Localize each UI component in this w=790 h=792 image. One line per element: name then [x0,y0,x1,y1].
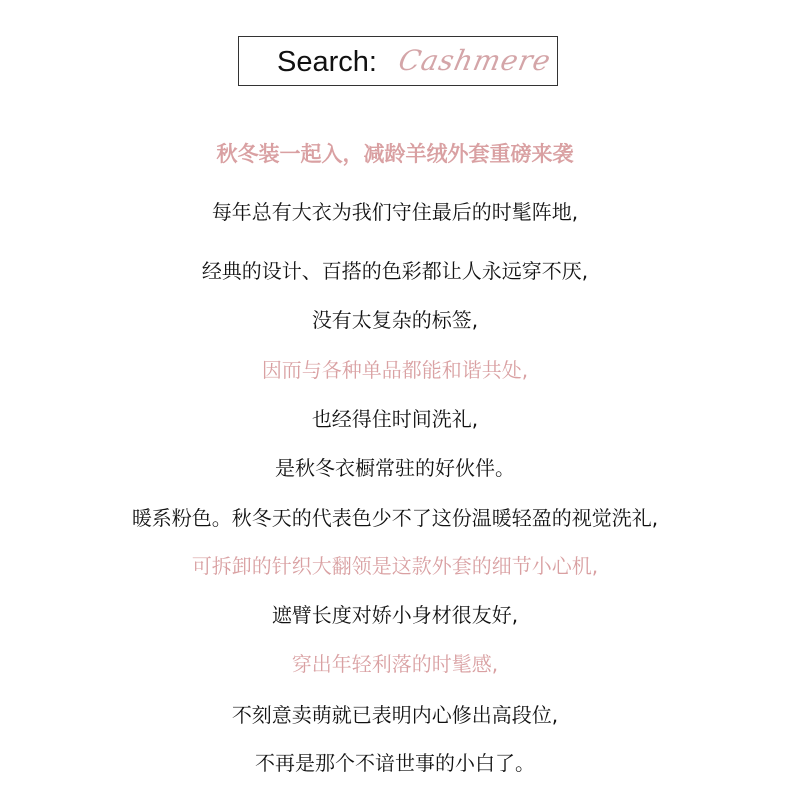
text-line-highlight: 穿出年轻利落的时髦感, [291,652,499,676]
text-line: 不刻意卖萌就已表明内心修出高段位, [231,703,559,727]
text-line: 也经得住时间洗礼, [311,407,479,431]
text-line: 没有太复杂的标签, [311,308,479,332]
text-line-highlight: 因而与各种单品都能和谐共处, [261,358,529,382]
text-line: 暖系粉色。秋冬天的代表色少不了这份温暖轻盈的视觉洗礼, [131,506,659,530]
text-line: 不再是那个不谙世事的小白了。 [255,751,535,775]
text-line: 遮臂长度对娇小身材很友好, [271,603,519,627]
text-line: 每年总有大衣为我们守住最后的时髦阵地, [211,200,579,224]
search-banner [238,36,558,86]
text-line: 经典的设计、百搭的色彩都让人永远穿不厌, [201,259,589,283]
search-term: Cashmere [395,44,555,77]
text-line: 是秋冬衣橱常驻的好伙伴。 [275,456,515,480]
search-label: Search: [277,46,377,78]
text-line-highlight: 可拆卸的针织大翻领是这款外套的细节小心机, [191,554,599,578]
headline: 秋冬装一起入，减龄羊绒外套重磅来袭 [216,142,574,166]
